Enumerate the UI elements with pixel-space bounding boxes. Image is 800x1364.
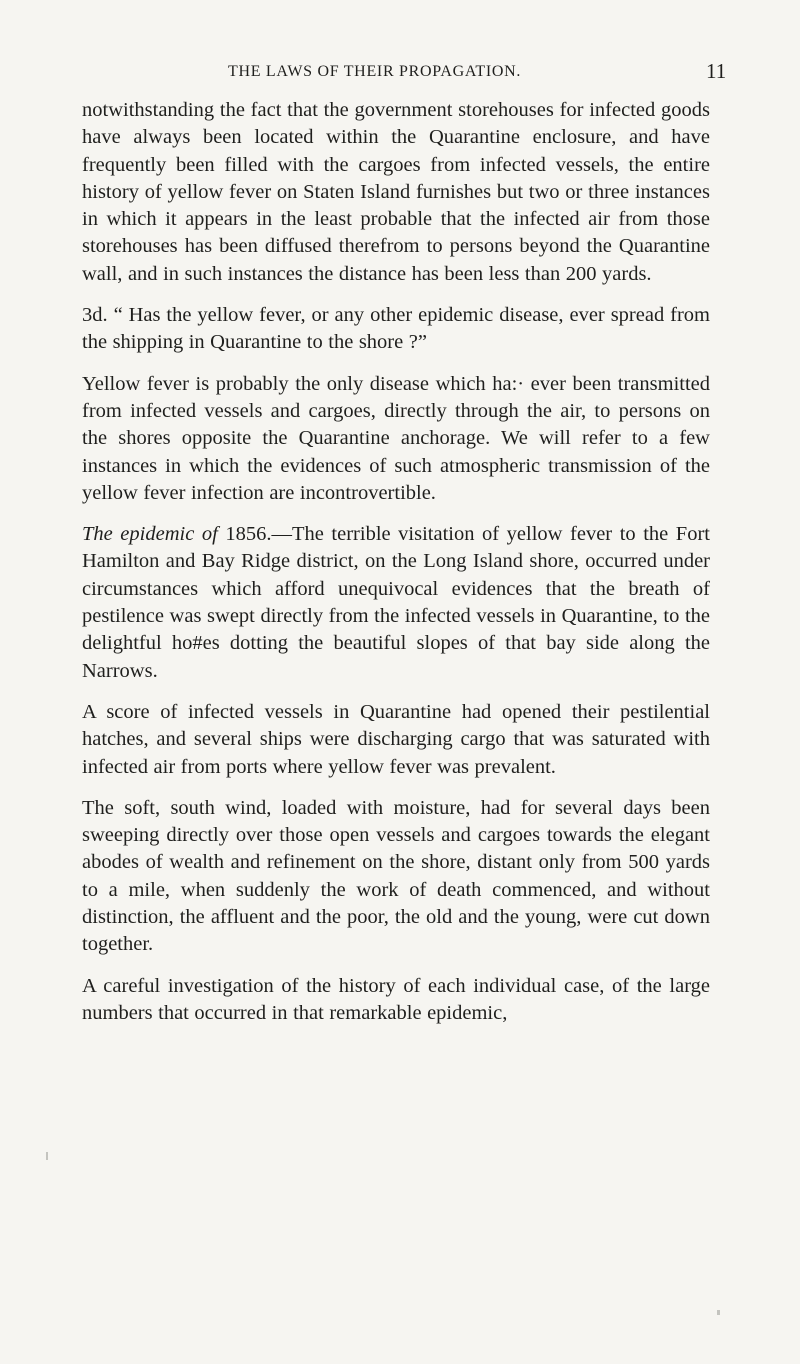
running-title: THE LAWS OF THEIR PROPAGATION.	[228, 63, 522, 80]
page-number: 11	[706, 59, 727, 83]
body-text	[82, 97, 710, 1041]
paragraph-yellow-fever	[82, 371, 710, 507]
paragraph-investigation	[82, 973, 710, 1028]
paragraph-epidemic-1856	[82, 521, 710, 685]
running-header	[0, 61, 800, 85]
paragraph-infected-vessels	[82, 699, 710, 781]
scan-speck	[717, 1310, 720, 1315]
paragraph-text: notwithstanding the fact that the government storehouses for infected goods have always been located within the Quarantine enclosure, and have frequently been filled with the cargoes from infected vessels, the entire history of yellow fever on Staten Island furnishes but two or three instances in which it appears in the least probable that the infected air from those storehouses has been diffused therefrom to persons beyond the Quarantine wall, and in such instances the distance has been less than 200 yards.	[82, 99, 710, 285]
paragraph-text: Yellow fever is probably the only disease which ha:· ever been transmitted from infected vessels and cargoes, directly through the air, to persons on the shores opposite the Quarantine anchorage. We will refer to a few instances in which the evidences of such atmospheric transmission of the yellow fever infection are incontrovertible.	[82, 372, 710, 504]
scan-speck	[46, 1152, 48, 1160]
paragraph-text: A score of infected vessels in Quarantine had opened their pestilential hatches, and several ships were discharging cargo that was saturated with infected air from ports where yellow fever was prevalent.	[82, 700, 710, 778]
paragraph-text: The soft, south wind, loaded with moisture, had for several days been sweeping directly over those open vessels and cargoes towards the elegant abodes of wealth and refinement on the shore, distant only from 500 yards to a mile, when suddenly the work of death commenced, and without distinction, the affluent and the poor, the old and the young, were cut down together.	[82, 796, 710, 956]
paragraph-text: 3d. “ Has the yellow fever, or any other epidemic disease, ever spread from the shipping in Quarantine to the shore ?”	[82, 304, 710, 354]
paragraph-lead-in: The epidemic of	[82, 523, 218, 546]
paragraph-text: 1856.—The terrible visitation of yellow fever to the Fort Hamilton and Bay Ridge district, on the Long Island shore, occurred under circumstances which afford unequivocal evidences that the breath of pestilence was swept directly from the infected vessels in Quarantine, to the delightful ho#es dotting the beautiful slopes of that bay side along the Narrows.	[82, 523, 710, 682]
paragraph-continuation	[82, 97, 710, 288]
paragraph-question-3d	[82, 302, 710, 357]
paragraph-south-wind	[82, 795, 710, 959]
paragraph-text: A careful investigation of the history of each individual case, of the large numbers that occurred in that remarkable epidemic,	[82, 974, 710, 1024]
